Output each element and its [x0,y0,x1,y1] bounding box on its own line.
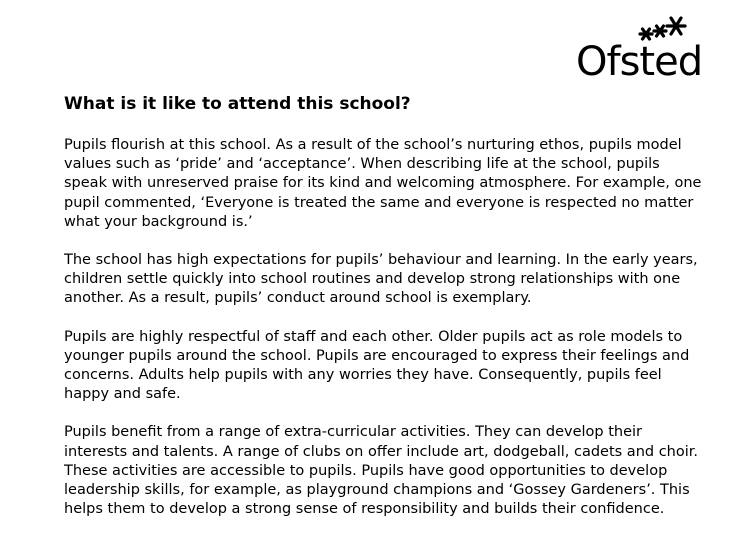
paragraph: The school has high expectations for pupils’ behaviour and learning. In the early years, children settle quickly into school routines and develop strong relationships with one another. As a result, pupils’ conduct around school is exemplary. [64,252,698,307]
section-heading: What is it like to attend this school? [64,94,411,114]
paragraph: Pupils benefit from a range of extra-curricular activities. They can develop their interests and talents. A range of clubs on offer include art, dodgeball, cadets and choir. These activities are accessible to pupils. Pupils have good opportunities to develop leadership skills, for example, as playground champions and ‘Gossey Gardeners’. This helps them to develop a strong sense of responsibility and builds their confidence. [64,424,698,518]
logo-wordmark: Ofsted [576,39,703,85]
ofsted-logo [572,14,703,85]
body-text [64,136,704,538]
paragraph: Pupils flourish at this school. As a result of the school’s nurturing ethos, pupils model values such as ‘pride’ and ‘acceptance’. When describing life at the school, pupils speak with unreserved praise for its kind and welcoming atmosphere. For example, one pupil commented, ‘Everyone is treated the same and everyone is respected no matter what your background is.’ [64,137,702,230]
paragraph: Pupils are highly respectful of staff and each other. Older pupils act as role models to younger pupils around the school. Pupils are encouraged to express their feelings and concerns. Adults help pupils with any worries they have. Consequently, pupils feel happy and safe. [64,328,690,403]
